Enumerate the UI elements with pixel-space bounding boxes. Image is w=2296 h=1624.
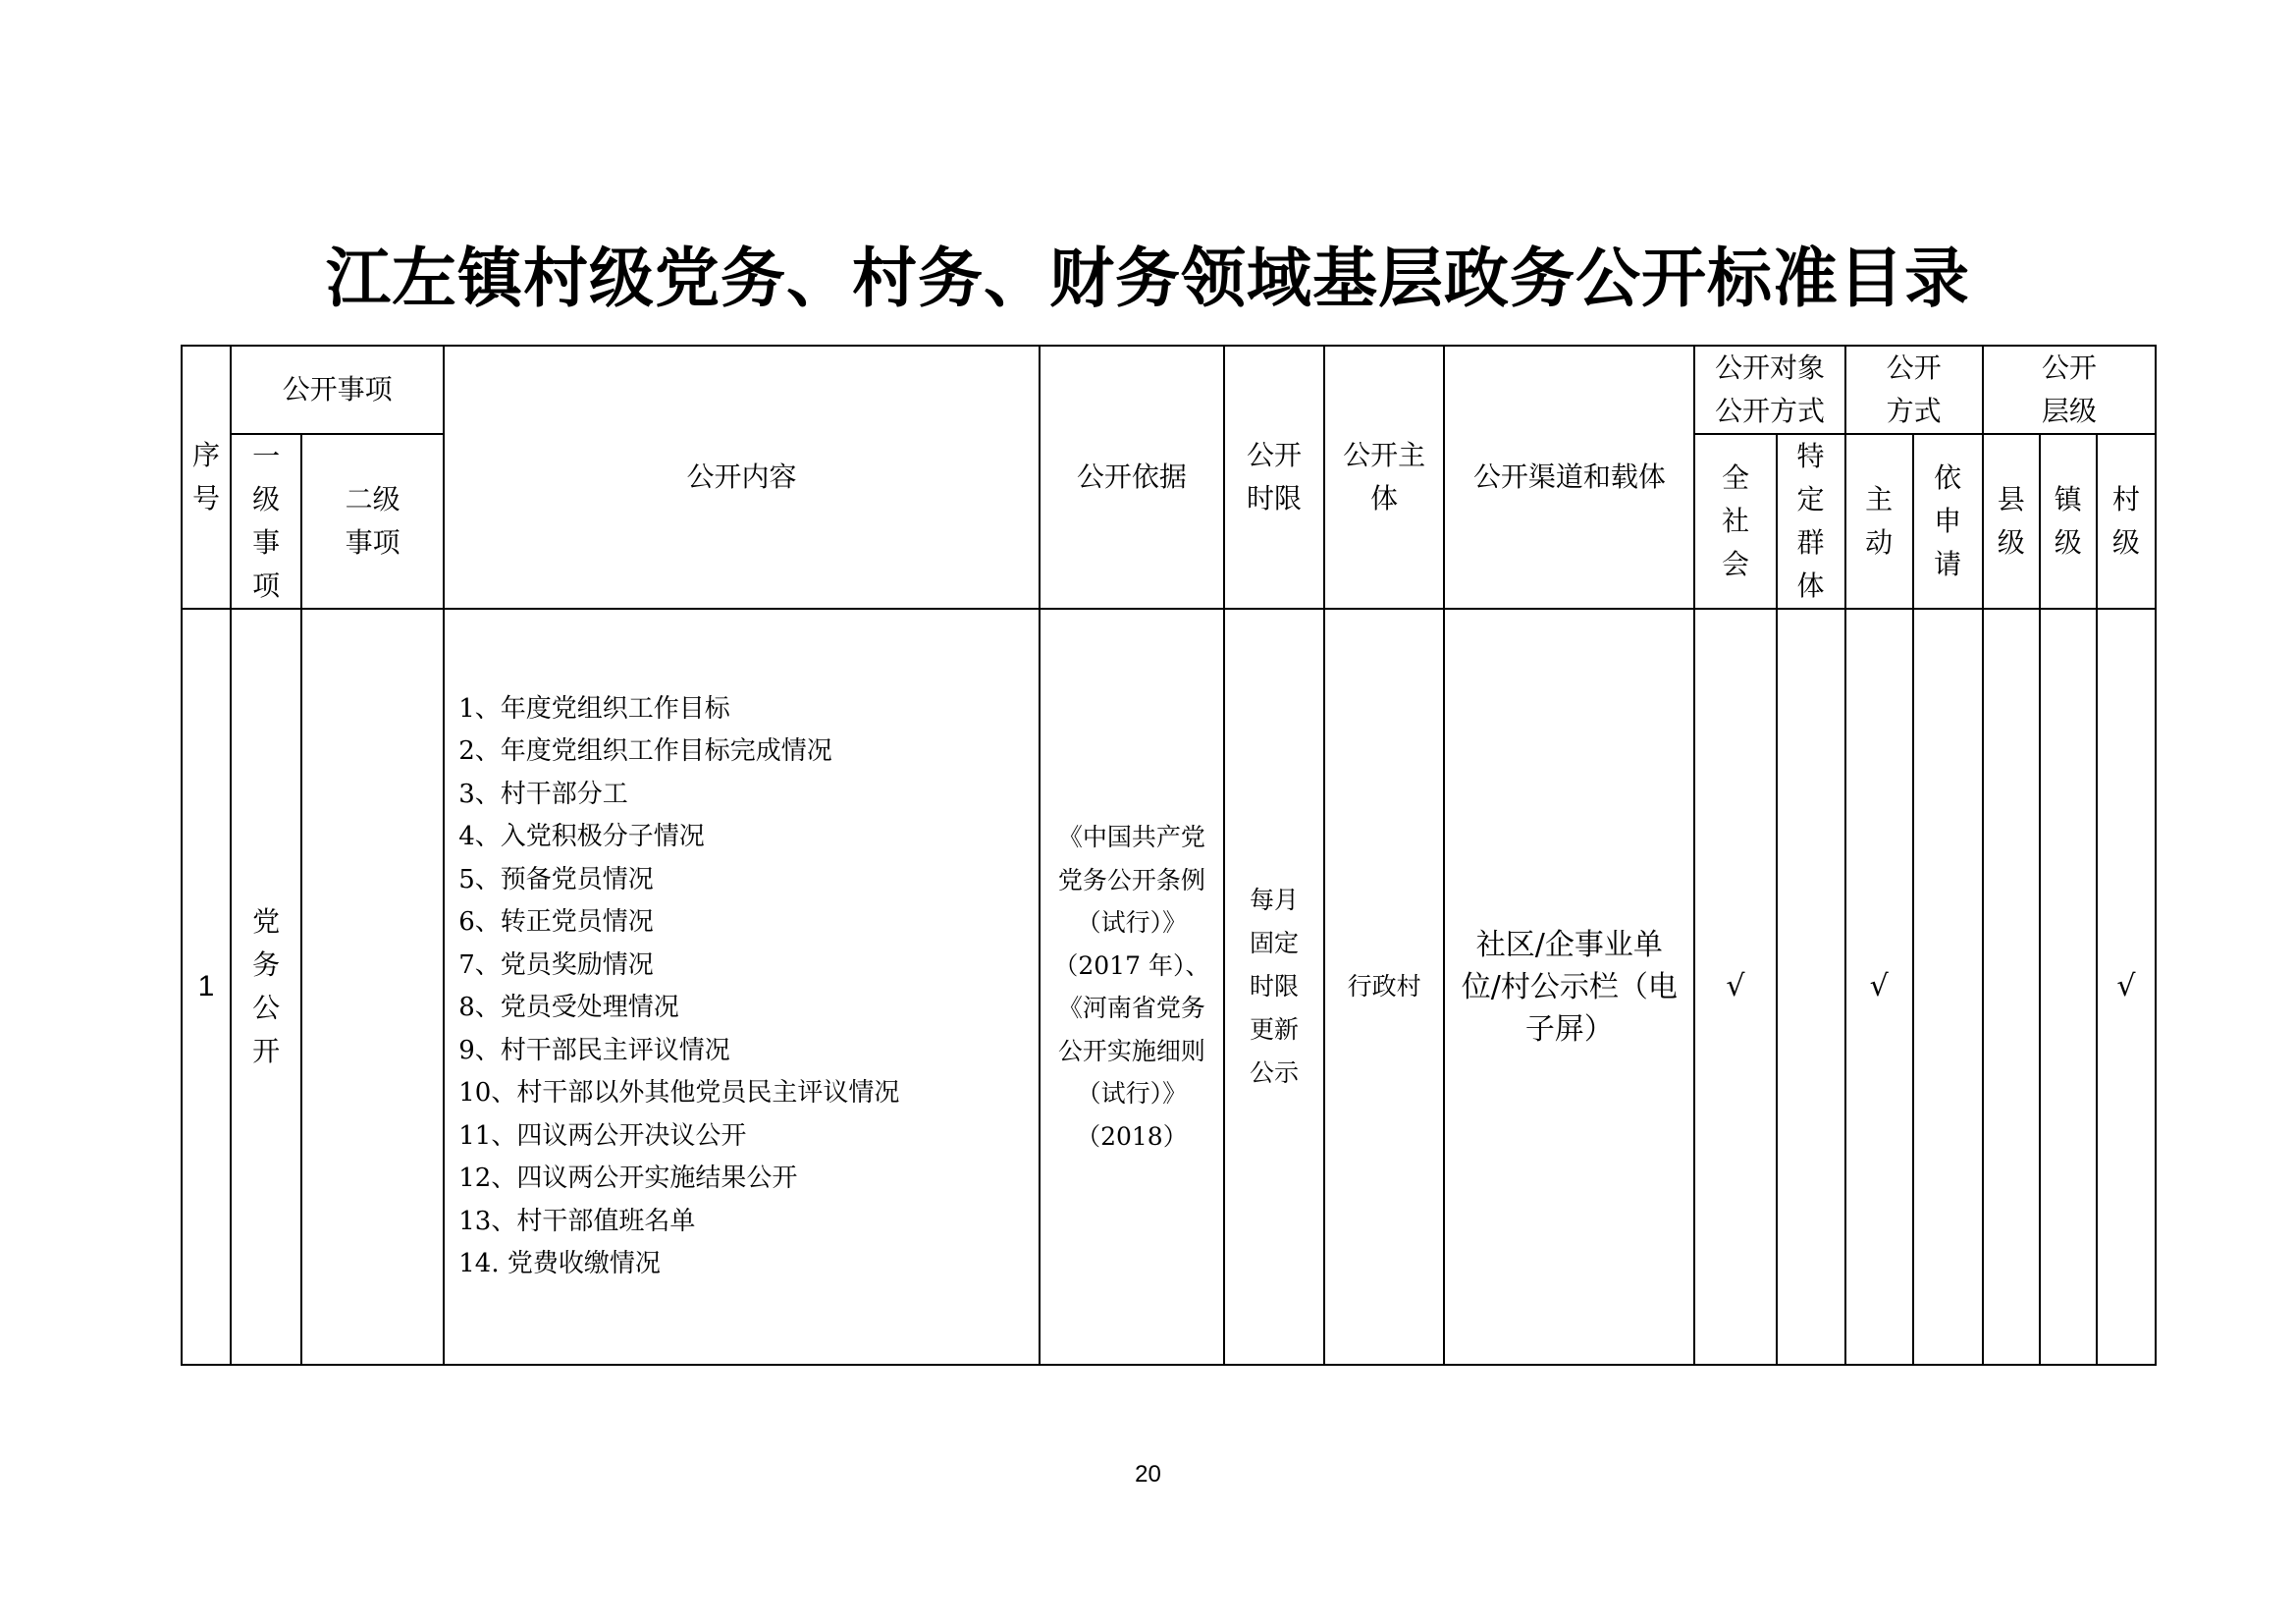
header-level: 公开 层级: [1983, 346, 2156, 434]
header-audience-all: 全社会: [1694, 434, 1776, 609]
header-subject: 公开主体: [1324, 346, 1444, 609]
page-number: 20: [1135, 1461, 1161, 1488]
list-item: 6、转正党员情况: [458, 907, 654, 937]
header-basis: 公开依据: [1040, 346, 1224, 609]
list-item: 8、党员受处理情况: [458, 993, 679, 1022]
header-row-1: [182, 346, 2156, 434]
list-item: 14. 党费收缴情况: [458, 1249, 661, 1278]
page-title: 江左镇村级党务、村务、财务领域基层政务公开标准目录: [326, 240, 1970, 316]
row-audience-all: √: [1694, 609, 1776, 1365]
list-item: 2、年度党组织工作目标完成情况: [458, 736, 832, 766]
header-audience: 公开对象 公开方式: [1694, 346, 1844, 434]
catalog-table: [181, 345, 2157, 1366]
list-item: 11、四议两公开决议公开: [458, 1120, 747, 1151]
header-mode-active: 主动: [1845, 434, 1913, 609]
header-level-county: 县级: [1983, 434, 2040, 609]
row-level1: 党务公开: [231, 609, 301, 1365]
row-mode-request: [1913, 609, 1983, 1365]
row-level-county: [1983, 609, 2040, 1365]
list-item: 4、入党积极分子情况: [458, 822, 705, 851]
header-channel: 公开渠道和载体: [1444, 346, 1694, 609]
list-item: 7、党员奖励情况: [458, 949, 654, 980]
list-item: 1、年度党组织工作目标: [458, 693, 730, 724]
header-content: 公开内容: [444, 346, 1040, 609]
list-item: 5、预备党员情况: [458, 864, 654, 894]
header-seq: 序号: [182, 346, 231, 609]
row-audience-specific: [1777, 609, 1845, 1365]
row-time-limit: 每月固定时限更新公示: [1224, 609, 1324, 1365]
list-item: 10、村干部以外其他党员民主评议情况: [458, 1078, 900, 1108]
row-mode-active: √: [1845, 609, 1913, 1365]
row-level2: [301, 609, 444, 1365]
header-level1: 一级事项: [231, 434, 301, 609]
row-seq: 1: [182, 609, 231, 1365]
header-time-limit: 公开时限: [1224, 346, 1324, 609]
list-item: 9、村干部民主评议情况: [458, 1035, 730, 1065]
header-mode: 公开 方式: [1845, 346, 1983, 434]
table-row: [182, 609, 2156, 1365]
header-level2: 二级事项: [301, 434, 444, 609]
list-item: 13、村干部值班名单: [458, 1206, 696, 1236]
row-channel: 社区/企事业单位/村公示栏（电子屏）: [1444, 609, 1694, 1365]
list-item: 12、四议两公开实施结果公开: [458, 1164, 798, 1193]
row-subject: 行政村: [1324, 609, 1444, 1365]
header-mode-request: 依申请: [1913, 434, 1983, 609]
list-item: 3、村干部分工: [458, 779, 628, 809]
header-level-village: 村级: [2097, 434, 2156, 609]
content-list: [458, 688, 1039, 1286]
header-level-town: 镇级: [2040, 434, 2097, 609]
header-audience-specific: 特定群体: [1777, 434, 1845, 609]
header-matter: 公开事项: [231, 346, 444, 434]
row-content: [444, 609, 1040, 1365]
row-basis: 《中国共产党 党务公开条例 （试行）》 （2017 年）、 《河南省党务 公开实施细则 （试行）》 （2018）: [1040, 609, 1224, 1365]
row-level-village: √: [2097, 609, 2156, 1365]
row-level-town: [2040, 609, 2097, 1365]
